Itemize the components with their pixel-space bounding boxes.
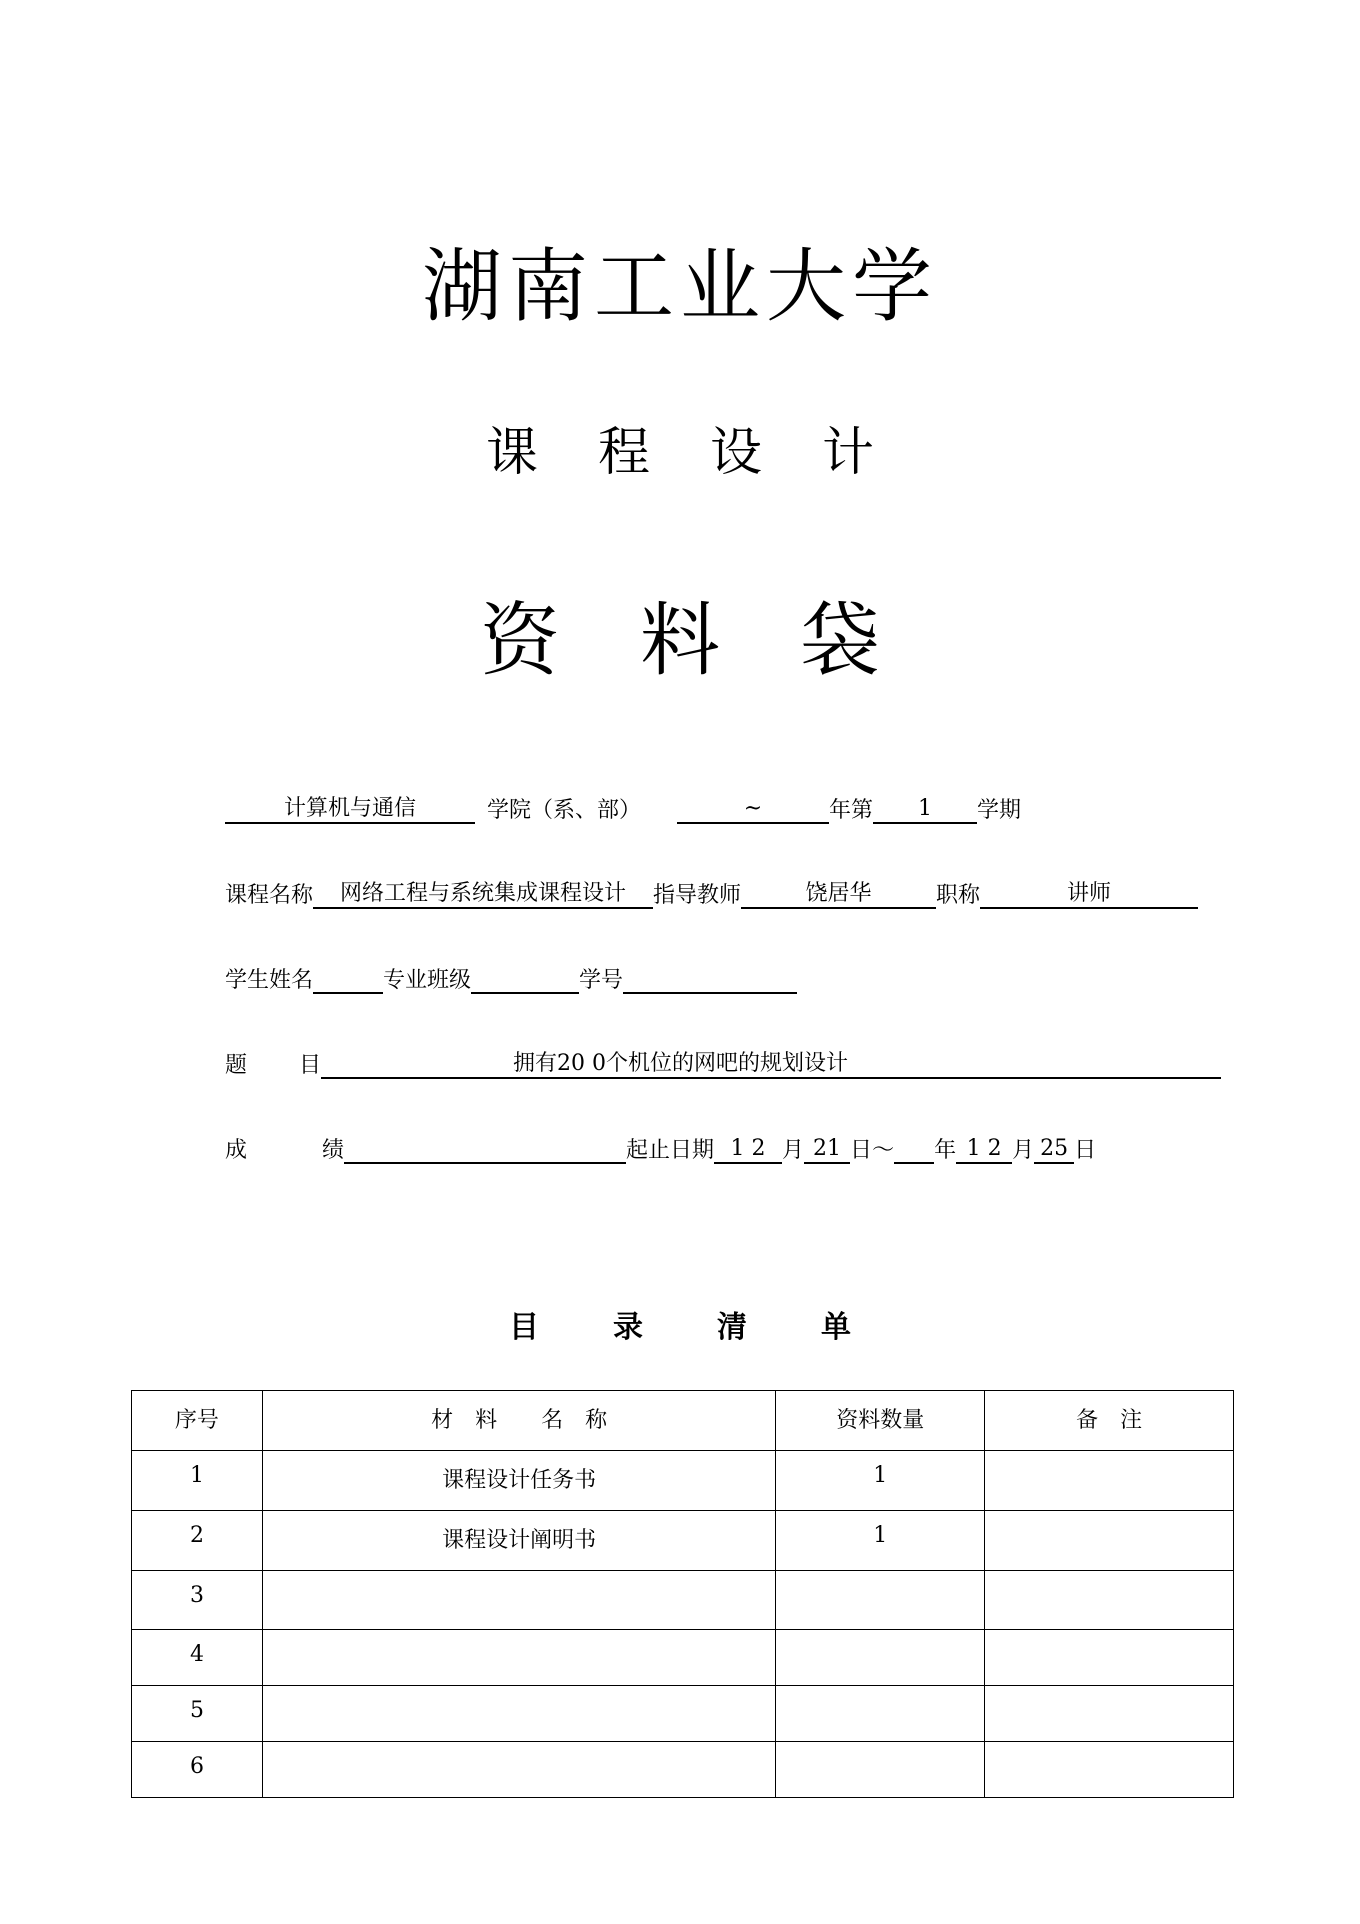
school-value: 计算机与通信: [225, 796, 475, 824]
start-month-value: 1 2: [714, 1136, 782, 1164]
date-label: 起止日期: [626, 1138, 715, 1163]
student-id-value: [623, 966, 797, 994]
table-cell: 5: [132, 1686, 263, 1742]
table-row: [132, 1571, 1234, 1630]
table-row: [132, 1686, 1234, 1742]
semester-value: 1: [873, 796, 977, 824]
table-cell: [776, 1630, 985, 1686]
table-cell: [985, 1742, 1234, 1798]
table-cell: 1: [132, 1451, 263, 1511]
topic-value: [321, 1051, 1221, 1079]
course-name-value: 网络工程与系统集成课程设计: [313, 881, 653, 909]
table-cell: [776, 1686, 985, 1742]
end-year-char: 年: [934, 1138, 957, 1163]
end-month-value: 1 2: [956, 1136, 1012, 1164]
course-name-label: 课程名称: [225, 883, 314, 908]
start-month-char: 月: [782, 1138, 805, 1163]
toc-header-cell: 资料数量: [776, 1391, 985, 1451]
grade-label-2: 绩: [322, 1138, 345, 1163]
table-cell: [985, 1686, 1234, 1742]
major-class-value: [471, 966, 579, 994]
grade-value: [344, 1136, 626, 1164]
data-bag-heading: 资料袋: [480, 594, 960, 687]
table-cell: 3: [132, 1571, 263, 1630]
toc-title: 目录清单: [509, 1310, 925, 1345]
toc-header-row: [132, 1391, 1234, 1451]
table-cell: 课程设计阐明书: [262, 1511, 776, 1571]
student-id-label: 学号: [579, 968, 624, 993]
start-day-value: 21: [804, 1136, 850, 1164]
course-row: [225, 881, 1198, 909]
date-tilde: ～: [872, 1138, 895, 1163]
table-cell: [776, 1571, 985, 1630]
course-design-heading: 课程设计: [485, 423, 934, 483]
topic-label-2: 目: [299, 1053, 322, 1078]
table-cell: [262, 1571, 776, 1630]
table-row: [132, 1630, 1234, 1686]
topic-label-1: 题: [225, 1053, 248, 1078]
table-row: [132, 1742, 1234, 1798]
topic-row: [225, 1051, 1221, 1079]
table-row: [132, 1451, 1234, 1511]
end-month-char: 月: [1012, 1138, 1035, 1163]
end-day-char: 日: [1074, 1138, 1097, 1163]
table-cell: [262, 1630, 776, 1686]
title-label: 职称: [936, 883, 981, 908]
toc-header-cell: 序号: [132, 1391, 263, 1451]
table-cell: [776, 1742, 985, 1798]
year-range-value: ~: [677, 796, 829, 824]
student-name-label: 学生姓名: [225, 968, 314, 993]
topic-value-text: 拥有20 0个机位的网吧的规划设计: [513, 1051, 849, 1076]
university-name: 湖南工业大学: [422, 240, 938, 333]
toc-table: [131, 1390, 1234, 1798]
table-row: [132, 1511, 1234, 1571]
student-row: [225, 966, 797, 994]
table-cell: 2: [132, 1511, 263, 1571]
table-cell: [262, 1742, 776, 1798]
toc-header-cell: 备 注: [985, 1391, 1234, 1451]
table-cell: 6: [132, 1742, 263, 1798]
table-cell: 课程设计任务书: [262, 1451, 776, 1511]
teacher-label: 指导教师: [653, 883, 742, 908]
table-cell: 4: [132, 1630, 263, 1686]
toc-header-cell: 材 料 名 称: [262, 1391, 776, 1451]
end-day-value: 25: [1034, 1136, 1074, 1164]
teacher-value: 饶居华: [741, 881, 936, 909]
student-name-value: [313, 966, 383, 994]
table-cell: [985, 1571, 1234, 1630]
table-cell: 1: [776, 1451, 985, 1511]
table-cell: 1: [776, 1511, 985, 1571]
end-year-value: [894, 1136, 934, 1164]
title-value: 讲师: [980, 881, 1198, 909]
semester-label: 学期: [977, 798, 1022, 823]
grade-label-1: 成: [225, 1138, 248, 1163]
table-cell: [985, 1630, 1234, 1686]
table-cell: [985, 1451, 1234, 1511]
year-label: 年第: [829, 798, 874, 823]
school-row: [225, 796, 1021, 824]
start-day-char: 日: [850, 1138, 873, 1163]
school-label: 学院（系、部）: [487, 798, 642, 823]
major-class-label: 专业班级: [383, 968, 472, 993]
table-cell: [985, 1511, 1234, 1571]
table-cell: [262, 1686, 776, 1742]
grade-row: [225, 1136, 1096, 1164]
